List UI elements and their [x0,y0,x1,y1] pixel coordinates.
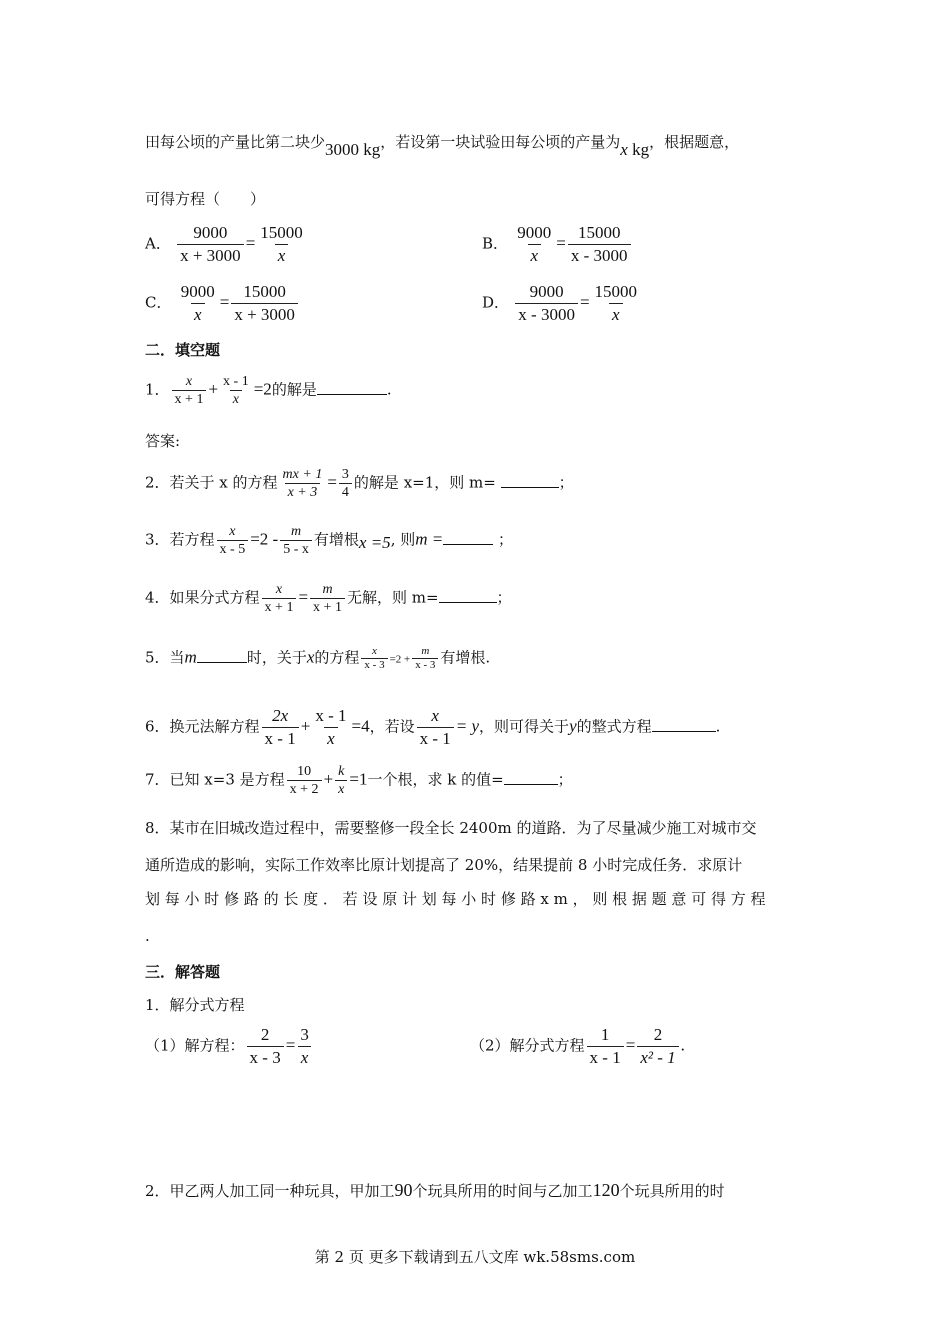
answer-blank[interactable] [652,731,716,732]
option-b[interactable]: B． $\frac{9000}{x}$ = $\frac{15000}{x - 3000}$ [482,222,633,267]
answer-blank[interactable] [443,544,493,545]
section-title-solve: 三．解答题 [145,963,221,981]
answer-blank[interactable] [317,394,387,395]
fill-question-5: 5．当m 时，关于x的方程 $\frac{x}{x - 3}$ =2 + $\frac{m}{x - 3}$ 有增根. [145,645,491,671]
fill-question-1: 1． $\frac{x}{x + 1}$ + $\frac{x - 1}{x}$ =2的解是 . [145,374,392,407]
fill-question-8-line2: 通所造成的影响，实际工作效率比原计划提高了 20%，结果提前 8 小时完成任务．求原计 [145,856,743,874]
answer-blank[interactable] [439,602,497,603]
option-d[interactable]: D． $\frac{9000}{x - 3000}$ = $\frac{15000}{x}$ [482,282,638,324]
fill-question-8-line4: . [145,927,150,945]
option-c[interactable]: C． $\frac{9000}{x}$ = $\frac{15000}{x + 3000}$ [145,281,300,326]
question-continuation: 田每公顷的产量比第二块少3000 kg，若设第一块试验田每公顷的产量为x kg，根据题意， [145,133,740,159]
solve-part-2: （2）解分式方程 $\frac{1}{x - 1}$ = $\frac{2}{\text{x² - 1}}$ . [470,1025,685,1067]
question-prompt: 可得方程（ ） [145,190,266,208]
fill-question-8-line1: 8．某市在旧城改造过程中，需要整修一段全长 2400m 的道路．为了尽量减少施工对城市交 [145,819,757,837]
solve-part-1: （1）解方程： $\frac{2}{x - 3}$ = $\frac{3}{x}$ [145,1024,314,1069]
amount: 3000 kg [325,140,381,159]
page-footer: 第 2 页 更多下载请到五八文库 wk.58sms.com [314,1248,636,1266]
variable-x: x kg [620,140,650,159]
answer-label: 答案: [145,432,181,450]
solve-question-2: 2．甲乙两人加工同一种玩具，甲加工90个玩具所用的时间与乙加工120个玩具所用的时 [145,1180,725,1200]
section-title-fill: 二．填空题 [145,341,221,359]
solve-question-1: 1．解分式方程 [145,996,245,1014]
fill-question-6: 6．换元法解方程 $\frac{2x}{x - 1}$ + $\frac{x - 1}{x}$ =4，若设 $\frac{x}{x - 1}$ = y，则可得关于y的整式方程 . [145,706,721,748]
answer-blank[interactable] [504,784,558,785]
answer-blank[interactable] [197,662,247,663]
answer-blank[interactable] [501,487,559,488]
fill-question-4: 4．如果分式方程 $\frac{x}{x + 1}$ = $\frac{m}{x + 1}$ 无解，则 m= ； [145,582,512,615]
option-a[interactable]: A． $\frac{9000}{x + 3000}$ = $\frac{15000}{x}$ [145,223,303,265]
fill-question-7: 7．已知 x=3 是方程 $\frac{10}{x + 2}$ + $\frac{k}{x}$ =1一个根，求 k 的值= ； [145,764,573,797]
fill-question-2: 2．若关于 x 的方程 $\frac{mx + 1}{x + 3}$ = $\frac{3}{4}$ 的解是 x=1，则 m= ； [145,467,574,500]
fill-question-3: 3．若方程 $\frac{x}{x - 5}$ =2 - $\frac{m}{5 - x}$ 有增根x =5, 则m = ； [145,524,514,557]
fill-question-8-line3: 划 每 小 时 修 路 的 长 度 ． 若 设 原 计 划 每 小 时 修 路 x m ， 则 根 据 题 意 可 得 方 程 [145,890,766,908]
